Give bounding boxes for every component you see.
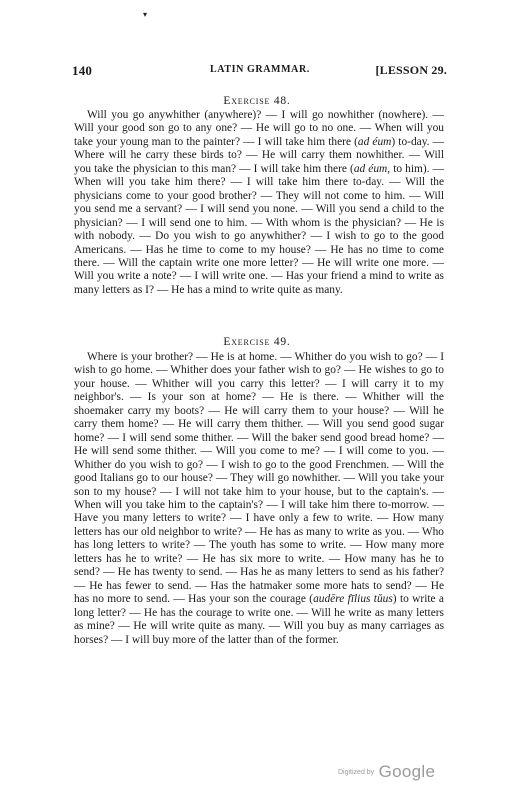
text-run: ) to write a long letter? — He has the courage to write one. — Will he write as many letters as mine? — He will write quite as many. — Will you buy as many carriages as horses? — I will buy more of the latter than of the former. xyxy=(74,593,444,646)
watermark-prefix: Digitized by xyxy=(338,769,375,776)
lesson-label: [LESSON 29. xyxy=(375,63,447,77)
google-watermark xyxy=(338,762,435,782)
text-run: ) to-day. — Where will he carry these birds to? — He will carry them nowhither. — Will you take the physician to this man? — I will take him there ( xyxy=(74,135,444,175)
text-run: Where is your brother? — He is at home. — Whither do you wish to go? — I wish to go home. — Whither does your father wish to go? — He wishes to go to your house. — Whither will you carry this letter? — I will carry it to my neighbor's. — Is your son at home? — He is there. — Whither will the shoemaker carry my boots? — He will carry them to your house? — Will he carry them home? — He will carry them thither. — Will you send good sugar home? — I will send some thither. — Will the baker send good bread home? — He will send some thither. — Will you come to me? — I will come to you. — Whither do you wish to go? — I wish to go to the good Frenchmen. — Will the good Italians go to our house? — They will go nowhither. — Will you take your son to my house? — I will not take him to your house, but to the captain's. — When will you take him to the captain's? — I will take him there to-morrow. — Have you many letters to write? — I have only a few to write. — How many letters has our old neighbor to write? — He has as many to write as you. — Who has long letters to write? — The youth has some to write. — How many more letters has he to write? — He has six more to write. — How many has he to send? — He has twenty to send. — Has he as many letters to send as his father? — He has fewer to send. — Has the hatmaker some more hats to send? — He has no more to send. — Has your son the courage ( xyxy=(74,351,444,606)
latin-phrase: ad éum xyxy=(357,135,392,148)
text-run: Will you go anywhither (anywhere)? — I will go nowhither (nowhere). — Will your good son go to any one? — He will go to no one. — When will you take your young man to the painter? — I will take him there ( xyxy=(74,109,444,148)
running-title: LATIN GRAMMAR. xyxy=(210,64,310,75)
print-mark: ▾ xyxy=(143,10,148,19)
google-logo: Google xyxy=(378,762,436,781)
latin-phrase: ad éum xyxy=(353,162,388,175)
text-run: , to him). — When will you take him there? — I will take him there to-day. — Will the physicians come to your good brother? — They will not come to him. — Will you send me a servant? — I will send you none. — Will you send a child to the physician? — I will send one to him. — With whom is the physician? — He is with nobody. — Do you wish to go anywhither? — I wish to go to the good Americans. — Has he time to come to my house? — He has no time to come there. — Will the captain write one more letter? — He will write one more. — Will you write a note? — I will write one. — Has your friend a mind to write as many letters as I? — He has a mind to write quite as many. xyxy=(74,162,444,296)
latin-phrase: audēre fīlius tŭus xyxy=(313,593,393,606)
exercise-49-heading: Exercise 49. xyxy=(223,336,291,348)
exercise-48-heading: Exercise 48. xyxy=(223,95,291,107)
exercise-48-text xyxy=(74,109,444,297)
page-number: 140 xyxy=(72,63,93,78)
exercise-49-text xyxy=(74,351,444,647)
